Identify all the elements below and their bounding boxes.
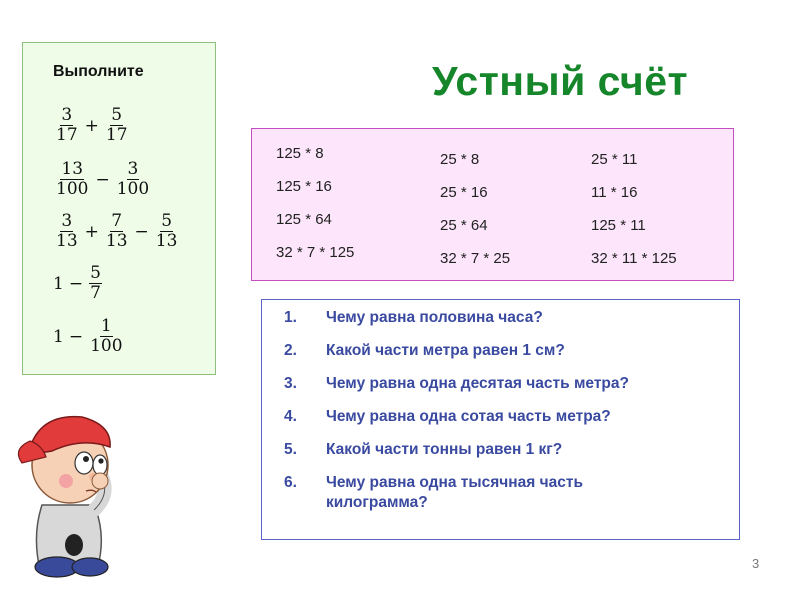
- questions-list: [284, 308, 731, 526]
- question-item: 4. Чему равна одна сотая часть метра?: [284, 408, 611, 425]
- exercise-panel: [22, 42, 216, 375]
- arithmetic-item: 125 * 8: [276, 145, 324, 162]
- expression-3: $\frac{3}{13}$ + $\frac{7}{13}$ − $\frac{5}{13}$: [56, 211, 178, 251]
- mental-arithmetic-box: [251, 128, 734, 281]
- expression-4: 1 − $\frac{5}{7}$: [53, 263, 101, 303]
- arithmetic-item: 125 * 11: [591, 217, 646, 234]
- fraction: $\frac{1}{100}$: [90, 316, 123, 356]
- arithmetic-item: 25 * 8: [440, 151, 480, 168]
- exercise-title: Выполните: [53, 63, 144, 80]
- arithmetic-column-3: [591, 150, 677, 282]
- arithmetic-item: 32 * 11 * 125: [591, 250, 677, 267]
- questions-box: [261, 299, 740, 540]
- fraction: $\frac{7}{13}$: [105, 211, 128, 251]
- arithmetic-item: 125 * 64: [276, 211, 332, 228]
- fraction: $\frac{5}{17}$: [105, 105, 128, 145]
- page-title: Устный счёт: [432, 58, 689, 104]
- arithmetic-item: 25 * 16: [440, 184, 488, 201]
- fraction: $\frac{5}{13}$: [155, 211, 178, 251]
- fraction: $\frac{13}{100}$: [56, 159, 89, 199]
- arithmetic-item: 11 * 16: [591, 184, 638, 201]
- page-number: 3: [752, 556, 760, 571]
- arithmetic-item: 125 * 16: [276, 178, 332, 195]
- expression-5: 1 − $\frac{1}{100}$: [53, 316, 123, 356]
- fraction: $\frac{3}{100}$: [116, 159, 150, 199]
- expression-1: $\frac{3}{17}$ + $\frac{5}{17}$: [56, 105, 128, 145]
- arithmetic-item: 32 * 7 * 125: [276, 244, 355, 261]
- question-item: 1. Чему равна половина часа?: [284, 309, 543, 326]
- fraction: $\frac{5}{7}$: [90, 263, 101, 303]
- arithmetic-column-2: [440, 150, 510, 282]
- arithmetic-item: 25 * 11: [591, 151, 638, 168]
- question-item: 5. Какой части тонны равен 1 кг?: [284, 441, 563, 458]
- question-item: 6. Чему равна одна тысячная часть килограмма?: [284, 474, 583, 511]
- fraction: $\frac{3}{13}$: [56, 211, 78, 251]
- expression-2: $\frac{13}{100}$ − $\frac{3}{100}$: [56, 159, 150, 199]
- thinking-boy-illustration: [2, 385, 132, 585]
- question-item: 3. Чему равна одна десятая часть метра?: [284, 375, 629, 392]
- arithmetic-item: 32 * 7 * 25: [440, 250, 511, 267]
- fraction: $\frac{3}{17}$: [56, 105, 78, 145]
- question-item: 2. Какой части метра равен 1 см?: [284, 342, 565, 359]
- arithmetic-column-1: [276, 144, 354, 276]
- arithmetic-item: 25 * 64: [440, 217, 488, 234]
